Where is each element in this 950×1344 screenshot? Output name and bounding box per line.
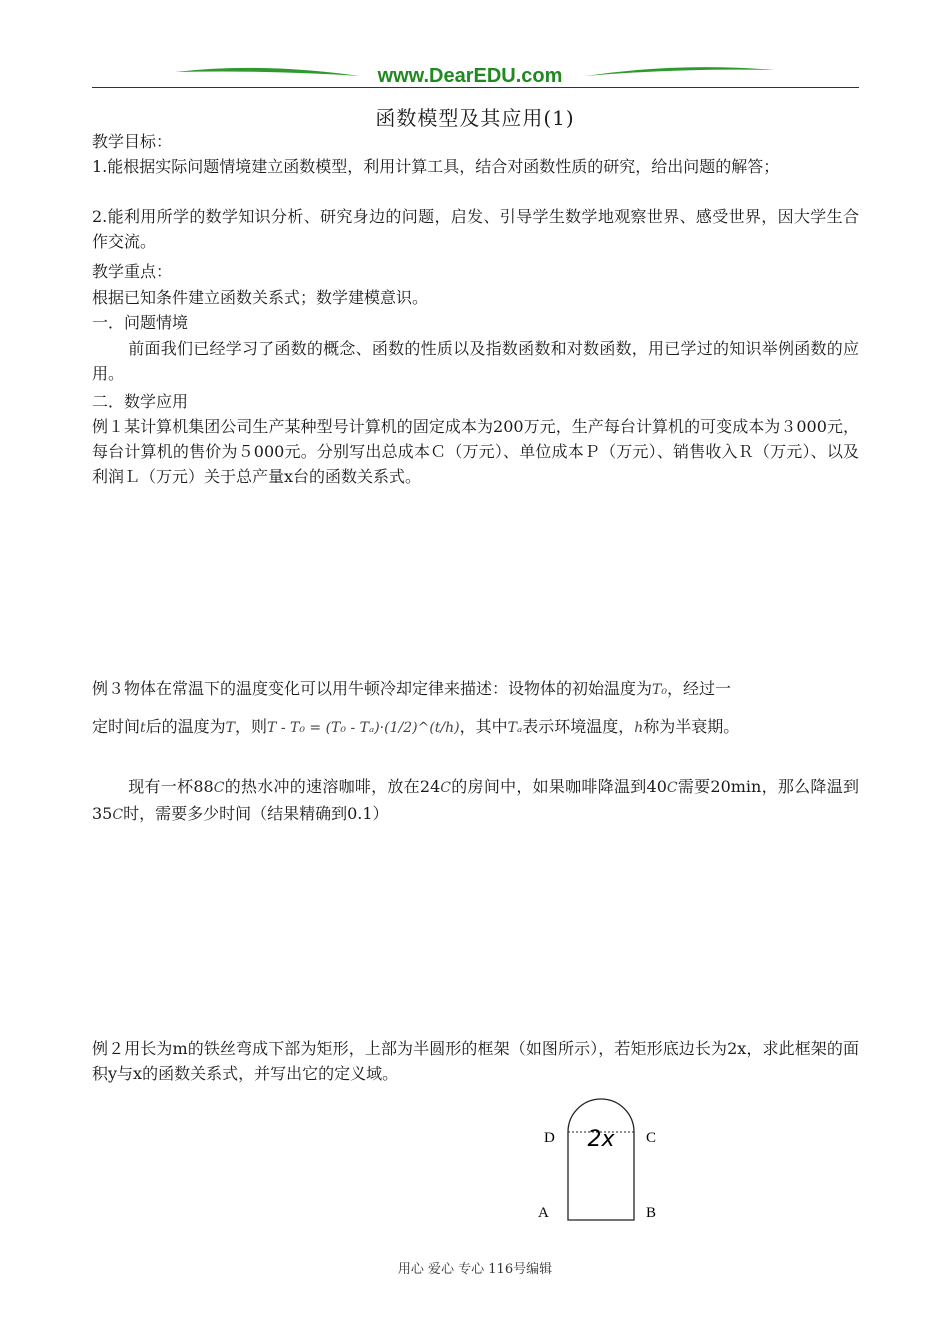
page-title: 函数模型及其应用(1) [375,106,575,130]
example-3-problem: 现有一杯88C的热水冲的速溶咖啡，放在24C的房间中，如果咖啡降温到40C需要20min，那么降温到35C时，需要多少时间（结果精确到0.1） [92,777,859,823]
part2-heading: 二．数学应用 [92,392,189,411]
focus-text: 根据已知条件建立函数关系式；数学建模意识。 [92,288,429,307]
part1-heading: 一．问题情境 [92,313,189,332]
goal-1: 1.能根据实际问题情境建立函数模型，利用计算工具，结合对函数性质的研究，给出问题的解答； [92,157,780,176]
label-C: C [646,1130,657,1146]
svg-text:www.DearEDU.com: www.DearEDU.com [377,65,563,87]
label-2x: 2x [587,1127,615,1152]
part1-text: 前面我们已经学习了函数的概念、函数的性质以及指数函数和对数函数，用已学过的知识举例函数的应用。 [92,339,859,383]
focus-heading: 教学重点： [92,262,173,281]
label-B: B [646,1205,657,1221]
goals-heading: 教学目标： [92,132,173,151]
site-logo [170,62,780,88]
label-D: D [544,1130,555,1146]
example-3-line1: 例３物体在常温下的温度变化可以用牛顿冷却定律来描述：设物体的初始温度为T₀，经过一 [92,679,731,698]
frame-figure [530,1090,670,1230]
example-1: 例１某计算机集团公司生产某种型号计算机的固定成本为200万元，生产每台计算机的可变成本为３000元，每台计算机的售价为５000元。分别写出总成本Ｃ（万元）、单位成本Ｐ（万元）、销售收入Ｒ（万元）、以及利润Ｌ（万元）关于总产量x台的函数关系式。 [92,417,859,486]
cooling-formula: T - T₀ = (T₀ - Tₐ)·(1/2)^(t/h) [267,720,460,736]
label-A: A [538,1205,549,1221]
page-footer: 用心 爱心 专心 116号编辑 [397,1262,553,1277]
example-2: 例２用长为m的铁丝弯成下部为矩形，上部为半圆形的框架（如图所示），若矩形底边长为2x，求此框架的面积y与x的函数关系式，并写出它的定义域。 [92,1039,859,1083]
goal-2: 2.能利用所学的数学知识分析、研究身边的问题，启发、引导学生数学地观察世界、感受世界，因大学生合作交流。 [92,207,859,251]
header-rule [92,87,859,88]
example-3-line2: 定时间t后的温度为T，则T - T₀ = (T₀ - Tₐ)·(1/2)^(t/h)，其中Tₐ表示环境温度，h称为半衰期。 [92,717,740,736]
